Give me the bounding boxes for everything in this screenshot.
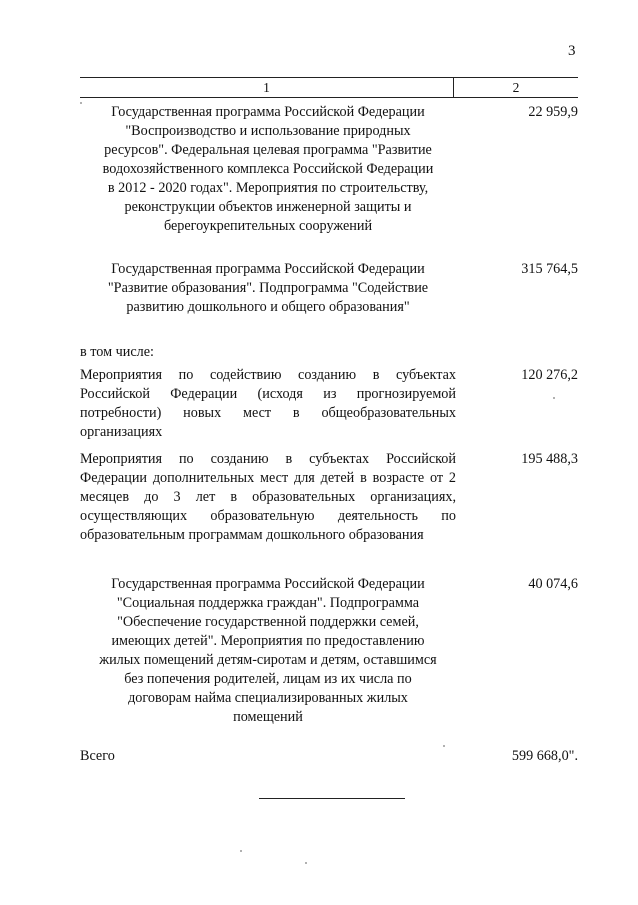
row-social-support-value: 40 074,6 [528, 576, 578, 592]
scan-speck [305, 862, 307, 864]
column-2-header: 2 [512, 80, 520, 95]
row-education-program-text: Государственная программа Российской Федерации "Развитие образования". Подпрограмма "Содействие развитию дошкольного и общего образования" [107, 261, 429, 315]
row-general-schools-text: Мероприятия по содействию созданию в субъектах Российской Федерации (исходя из прогнозируемой потребности) новых мест в общеобразовательных организациях [80, 367, 456, 440]
row-education-program-value: 315 764,5 [521, 261, 578, 277]
row-water-program-text: Государственная программа Российской Федерации "Воспроизводство и использование природных ресурсов". Федеральная целевая программа "Развитие водохозяйственного комплекса Российской Федерации в 2012 - 2020 годах". Мероприятия по строительству, реконструкции объектов инженерной защиты и берегоукрепительных сооружений [102, 104, 434, 234]
row-social-support-text: Государственная программа Российской Федерации "Социальная поддержка граждан". Подпрограмма "Обеспечение государственной поддержки семей, имеющих детей". Мероприятия по предоставлению жилых помещений детям-сиротам и детям, оставшимся без попечения родителей, лицам из их числа по договорам найма специализированных жилых помещений [99, 576, 437, 725]
including-label: в том числе: [80, 344, 154, 360]
total-label: Всего [80, 748, 115, 764]
column-1-header: 1 [263, 80, 270, 95]
scan-speck [443, 745, 445, 747]
row-preschool-places-text: Мероприятия по созданию в субъектах Российской Федерации дополнительных мест для детей в возрасте от 2 месяцев до 3 лет в образовательных организациях, осуществляющих образовательную деятельность по образовательным программам дошкольного образования [80, 451, 456, 543]
total-value: 599 668,0". [511, 748, 578, 764]
footer-rule [259, 798, 405, 799]
scan-speck [240, 850, 242, 852]
page-number: 3 [568, 43, 576, 59]
row-preschool-places-value: 195 488,3 [521, 451, 578, 467]
row-water-program-value: 22 959,9 [528, 104, 578, 120]
scan-speck [80, 102, 82, 104]
table-header [80, 77, 578, 98]
scan-speck [553, 397, 555, 399]
row-general-schools-value: 120 276,2 [521, 367, 578, 383]
